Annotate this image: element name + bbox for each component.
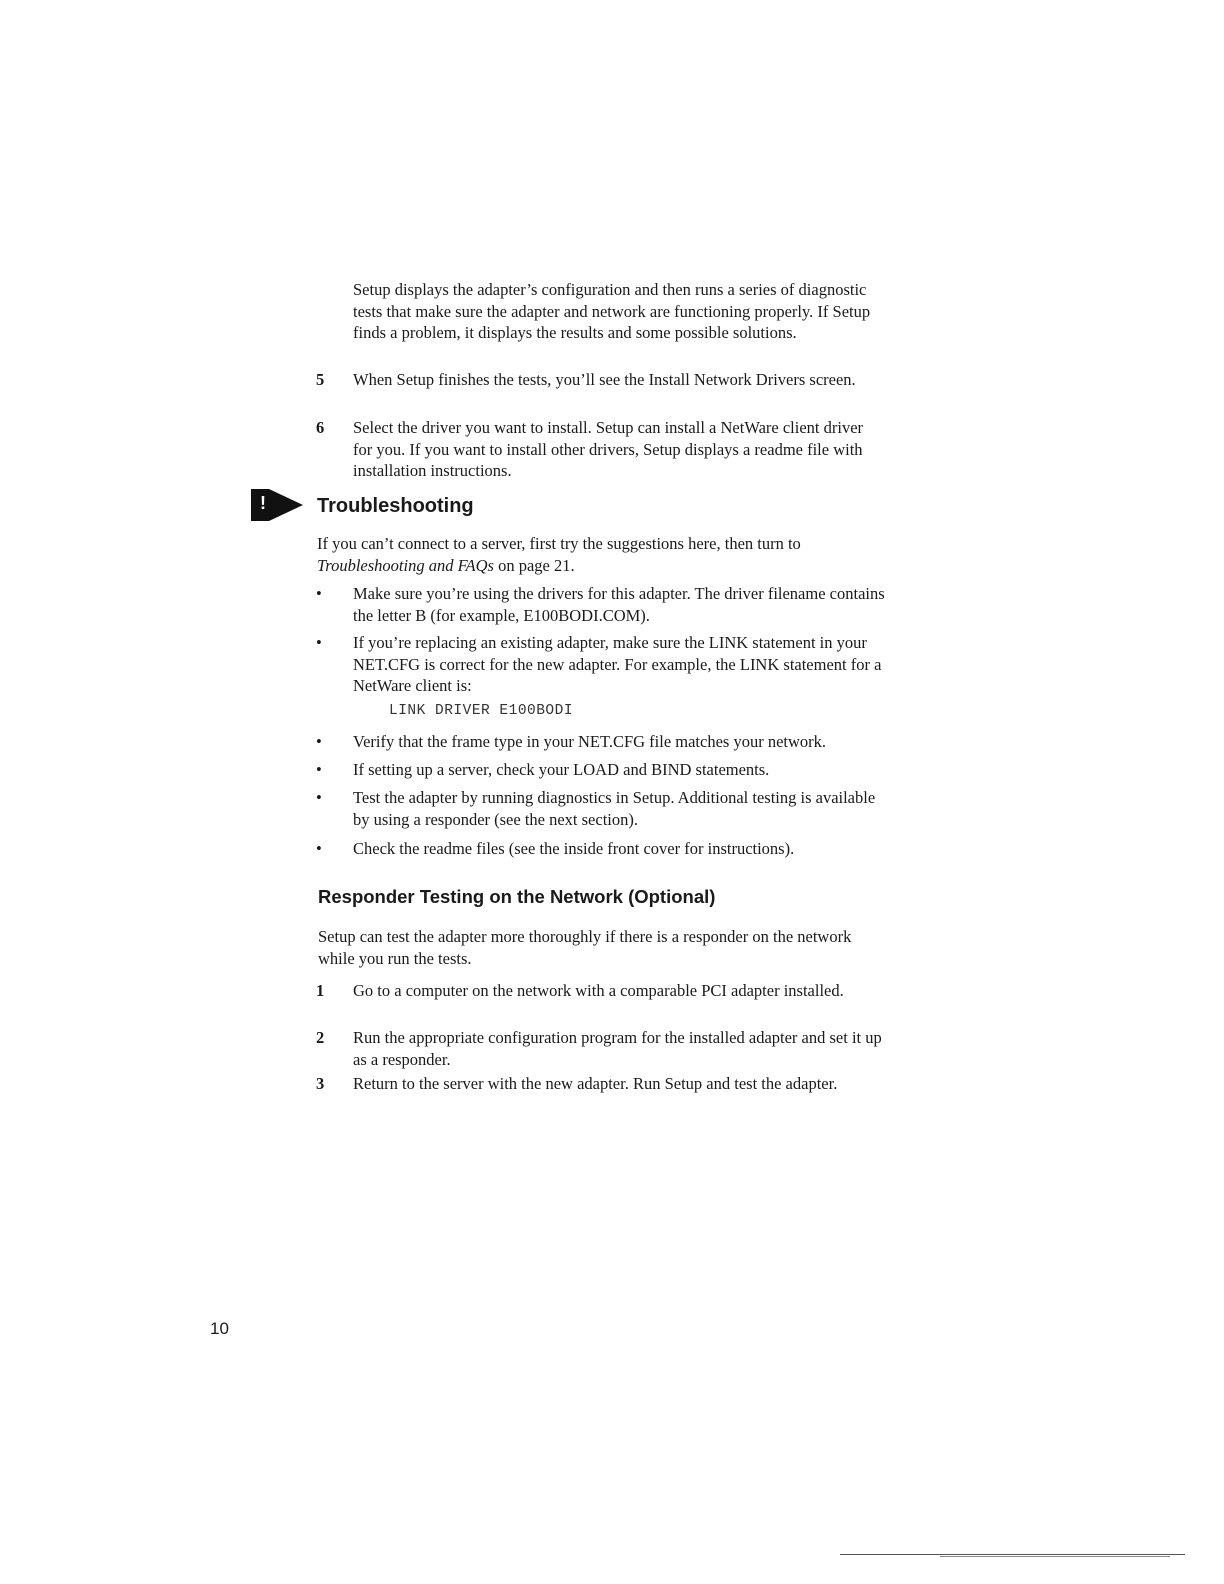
bullet-dot: • (316, 584, 322, 603)
bullet-item (316, 632, 891, 698)
step-text: Run the appropriate configuration program for the installed adapter and set it up as a responder. (353, 1028, 882, 1069)
responder-step-1 (316, 980, 886, 1024)
intro-paragraph: Setup displays the adapter’s configuration and then runs a series of diagnostic tests that make sure the adapter and network are functioning properly. If Setup finds a problem, it displays the results and some possible solutions. (353, 280, 871, 342)
troubleshooting-heading: Troubleshooting (317, 495, 474, 517)
bullet-dot: • (316, 839, 322, 858)
bullet-dot: • (316, 633, 322, 652)
step-number: 2 (316, 1028, 325, 1047)
scan-edge-line (940, 1556, 1170, 1557)
step-text: Return to the server with the new adapter. Run Setup and test the adapter. (353, 1074, 838, 1093)
setup-step-6 (316, 417, 886, 483)
faq-reference: Troubleshooting and FAQs (317, 555, 494, 575)
responder-step-2 (316, 1027, 886, 1071)
bullet-text: Make sure you’re using the drivers for this adapter. The driver filename contains the letter B (for example, E100BODI.COM). (353, 584, 885, 625)
page-number: 10 (210, 1319, 229, 1338)
scan-edge-line (840, 1554, 1185, 1555)
bullet-text: Test the adapter by running diagnostics in Setup. Additional testing is available by using a responder (see the next section). (353, 788, 876, 829)
step-number: 6 (316, 418, 325, 437)
responder-intro: Setup can test the adapter more thoroughly if there is a responder on the network while you run the tests. (318, 927, 852, 968)
step-number: 3 (316, 1074, 325, 1093)
bullet-text: Check the readme files (see the inside front cover for instructions). (353, 839, 795, 858)
step-text: When Setup finishes the tests, you’ll see the Install Network Drivers screen. (353, 370, 856, 389)
step-number: 1 (316, 981, 325, 1000)
bullet-text: If you’re replacing an existing adapter, make sure the LINK statement in your NET.CFG is correct for the new adapter. For example, the LINK statement for a NetWare client is: (353, 633, 882, 695)
bullet-item (316, 759, 891, 781)
intro-after: on page 21. (493, 555, 575, 575)
bullet-item (316, 838, 891, 860)
link-driver-code: LINK DRIVER E100BODI (389, 703, 574, 719)
bullet-dot: • (316, 788, 322, 807)
troubleshooting-intro (317, 533, 877, 576)
bullet-dot: • (316, 760, 322, 779)
exclamation-glyph: ! (260, 493, 266, 513)
responder-step-3 (316, 1073, 886, 1117)
bullet-item (316, 583, 891, 627)
step-text: Go to a computer on the network with a comparable PCI adapter installed. (353, 981, 844, 1000)
step-text: Select the driver you want to install. Setup can install a NetWare client driver for you. If you want to install other drivers, Setup displays a readme file with installation instructions. (353, 418, 864, 480)
bullet-text: If setting up a server, check your LOAD and BIND statements. (353, 760, 770, 779)
warning-arrow-icon (251, 487, 303, 523)
bullet-item (316, 787, 891, 831)
intro-before: If you can’t connect to a server, first try the suggestions here, then turn to (317, 534, 801, 553)
bullet-item (316, 731, 891, 753)
bullet-dot: • (316, 732, 322, 751)
step-number: 5 (316, 370, 325, 389)
bullet-text: Verify that the frame type in your NET.CFG file matches your network. (353, 732, 827, 751)
setup-step-5 (316, 369, 886, 413)
responder-heading: Responder Testing on the Network (Optional) (318, 886, 716, 907)
